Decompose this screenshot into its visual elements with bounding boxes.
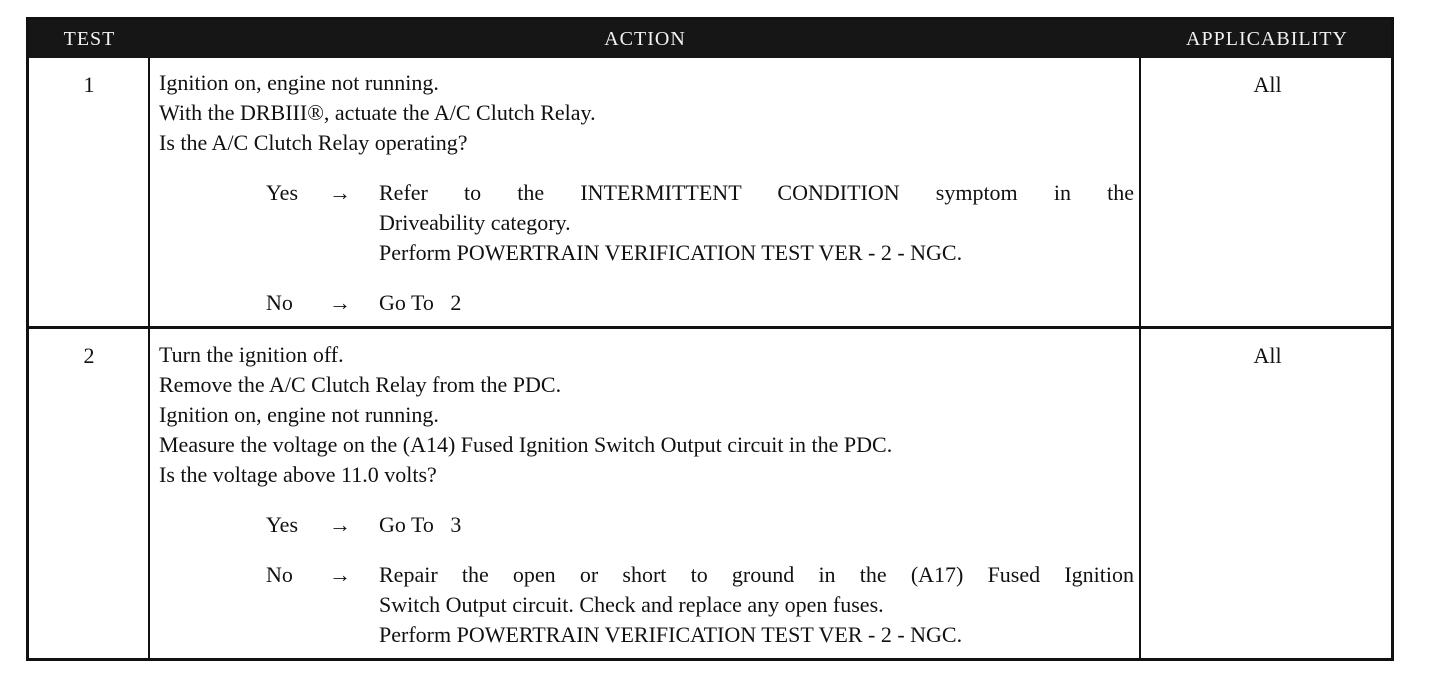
arrow-icon: → xyxy=(329,512,351,537)
answer-no-text xyxy=(379,288,1134,318)
arrow-icon: → xyxy=(329,562,351,587)
answer-line: Go To 3 xyxy=(379,512,462,537)
answer-line: Driveability category. xyxy=(379,210,571,235)
diagnostic-test-table xyxy=(26,17,1394,661)
answer-yes-label: Yes xyxy=(266,180,299,205)
header-action: ACTION xyxy=(604,28,686,50)
applicability-value: All xyxy=(1253,343,1282,368)
answer-line: Refer to the INTERMITTENT CONDITION symptom in the xyxy=(379,180,1134,205)
answer-no-text xyxy=(379,560,1134,650)
arrow-icon: → xyxy=(329,290,351,315)
action-step: With the DRBIII®, actuate the A/C Clutch Relay. xyxy=(159,100,596,125)
answer-yes-label: Yes xyxy=(266,512,299,537)
answer-line: Perform POWERTRAIN VERIFICATION TEST VER - 2 - NGC. xyxy=(379,622,963,647)
answer-yes-text xyxy=(379,510,1134,540)
answer-line: Switch Output circuit. Check and replace any open fuses. xyxy=(379,592,884,617)
action-step: Is the A/C Clutch Relay operating? xyxy=(159,130,468,155)
action-step: Ignition on, engine not running. xyxy=(159,402,439,427)
answer-line: Repair the open or short to ground in the (A17) Fused Ignition xyxy=(379,562,1134,587)
table-header xyxy=(29,20,1391,58)
applicability-value: All xyxy=(1253,72,1282,97)
answer-yes-text xyxy=(379,178,1134,268)
arrow-icon: → xyxy=(329,180,351,205)
answer-no-label: No xyxy=(266,562,293,587)
action-step: Turn the ignition off. xyxy=(159,342,344,367)
action-step: Measure the voltage on the (A14) Fused Ignition Switch Output circuit in the PDC. xyxy=(159,432,893,457)
action-step: Remove the A/C Clutch Relay from the PDC. xyxy=(159,372,562,397)
answer-no-label: No xyxy=(266,290,293,315)
row-divider xyxy=(29,326,1391,329)
action-step: Is the voltage above 11.0 volts? xyxy=(159,462,437,487)
answer-line: Go To 2 xyxy=(379,290,462,315)
header-applicability: APPLICABILITY xyxy=(1186,28,1348,50)
test-number: 2 xyxy=(83,343,95,368)
answer-line: Perform POWERTRAIN VERIFICATION TEST VER - 2 - NGC. xyxy=(379,240,963,265)
action-step: Ignition on, engine not running. xyxy=(159,70,439,95)
header-test: TEST xyxy=(63,28,116,50)
test-number: 1 xyxy=(83,72,95,97)
